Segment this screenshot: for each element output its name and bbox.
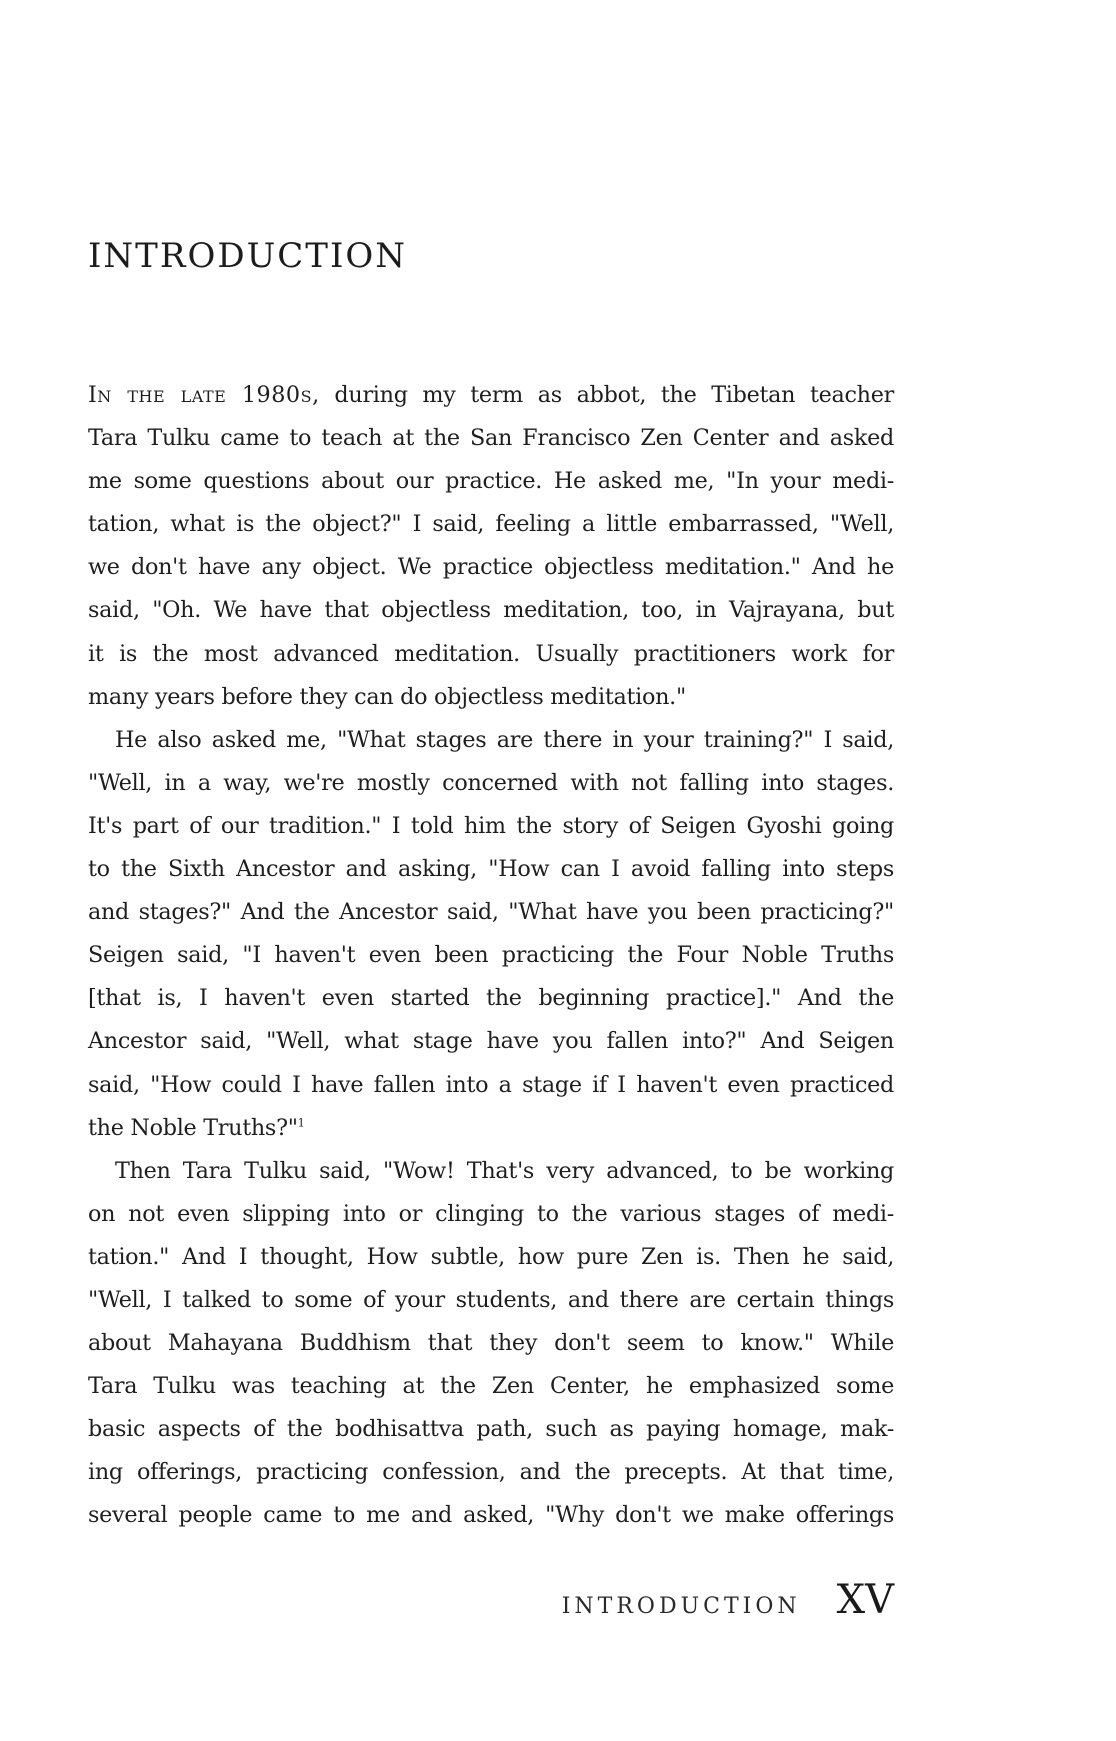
opening-small-caps: In the late 1980s, (88, 382, 320, 408)
text-line: It's part of our tradition." I told him the story of Seigen Gyoshi going (88, 812, 894, 839)
body-text (88, 374, 894, 1538)
text-line: several people came to me and asked, "Why don't we make offerings (88, 1502, 894, 1529)
running-title: INTRODUCTION (561, 1594, 801, 1619)
text-line: He also asked me, "What stages are there in your training?" I said, (115, 726, 894, 753)
text-line (88, 1107, 894, 1150)
text-line: to the Sixth Ancestor and asking, "How can I avoid falling into steps (88, 856, 894, 883)
chapter-title: INTRODUCTION (88, 236, 407, 276)
text-line: basic aspects of the bodhisattva path, such as paying homage, mak- (88, 1416, 894, 1443)
text-line-content: the Noble Truths?" (88, 1114, 298, 1141)
text-line: "Well, I talked to some of your students, and there are certain things (88, 1286, 894, 1313)
text-line: Tara Tulku was teaching at the Zen Center, he emphasized some (88, 1373, 894, 1400)
text-line: "Well, in a way, we're mostly concerned with not falling into stages. (88, 769, 894, 796)
text-line: Seigen said, "I haven't even been practicing the Four Noble Truths (88, 942, 894, 969)
text-line: many years before they can do objectless meditation." (88, 683, 686, 710)
text-line: said, "How could I have fallen into a stage if I haven't even practiced (88, 1071, 894, 1098)
text-line: we don't have any object. We practice objectless meditation." And he (88, 554, 894, 581)
footnote-marker[interactable]: 1 (297, 1116, 305, 1130)
text-line (88, 374, 894, 417)
text-line: [that is, I haven't even started the beginning practice]." And the (88, 985, 894, 1012)
text-line: Then Tara Tulku said, "Wow! That's very advanced, to be working (115, 1157, 894, 1184)
text-line: and stages?" And the Ancestor said, "What have you been practicing?" (88, 899, 894, 926)
text-line: about Mahayana Buddhism that they don't seem to know." While (88, 1330, 894, 1357)
text-line: Ancestor said, "Well, what stage have you fallen into?" And Seigen (88, 1028, 894, 1055)
text-line: ing offerings, practicing confession, and the precepts. At that time, (88, 1459, 894, 1486)
running-footer (562, 1577, 894, 1623)
page-number: XV (836, 1577, 894, 1623)
text-line-content: during my term as abbot, the Tibetan teacher (319, 382, 895, 408)
text-line: tation." And I thought, How subtle, how pure Zen is. Then he said, (88, 1243, 894, 1270)
text-line: tation, what is the object?" I said, feeling a little embarrassed, "Well, (88, 511, 894, 538)
text-line: Tara Tulku came to teach at the San Francisco Zen Center and asked (88, 425, 894, 452)
text-line: said, "Oh. We have that objectless meditation, too, in Vajrayana, but (88, 597, 894, 624)
text-line: me some questions about our practice. He asked me, "In your medi- (88, 468, 894, 495)
text-line: it is the most advanced meditation. Usually practitioners work for (88, 640, 894, 667)
text-line: on not even slipping into or clinging to the various stages of medi- (88, 1200, 894, 1227)
